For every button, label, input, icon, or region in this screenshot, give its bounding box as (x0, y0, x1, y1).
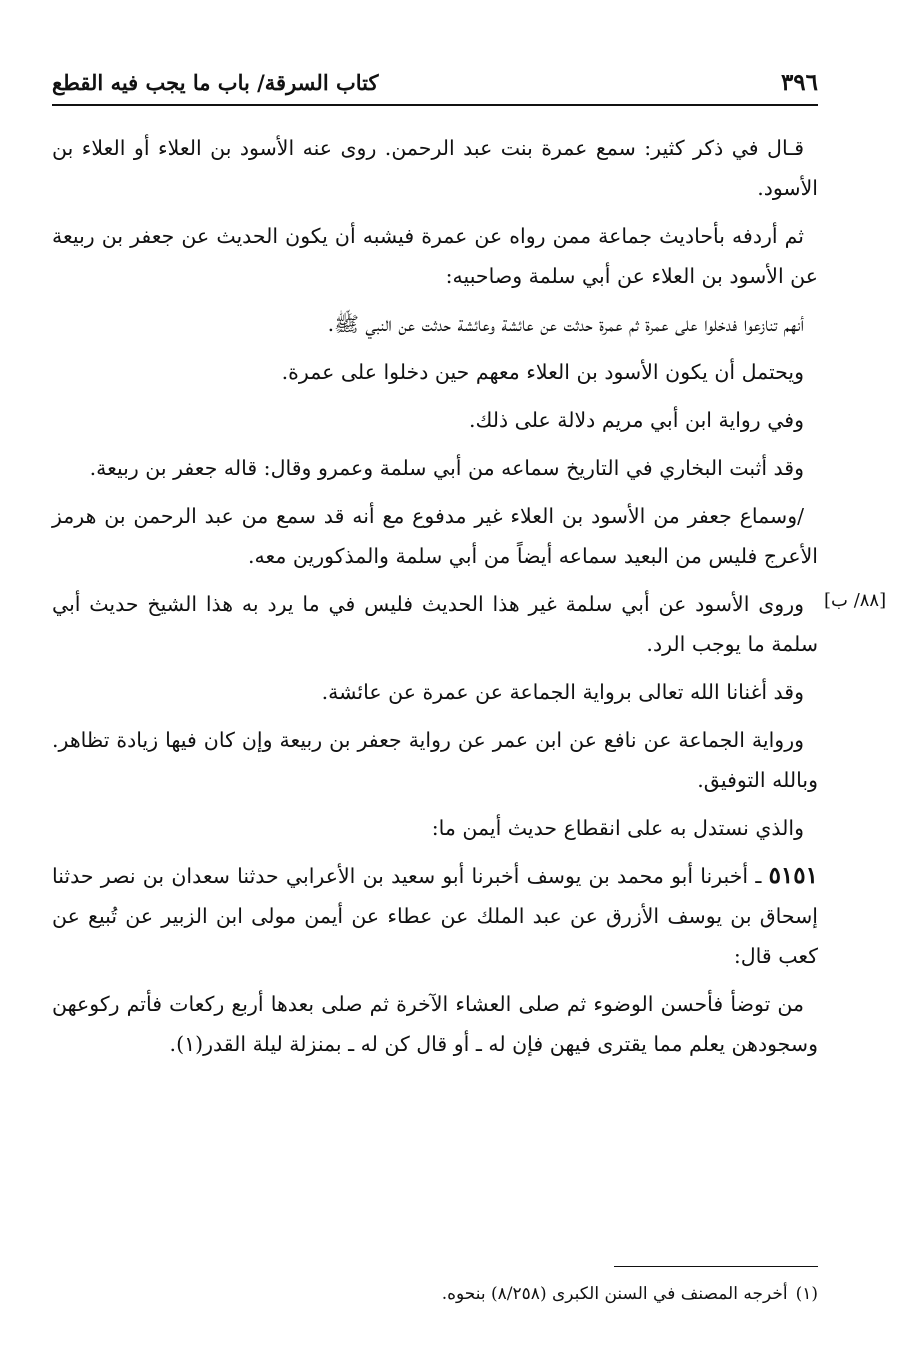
footnote (52, 1280, 818, 1308)
hadith-isnad-text: ـ أخبرنا أبو محمد بن يوسف أخبرنا أبو سعيد بن الأعرابي حدثنا سعدان بن نصر حدثنا إسحاق بن يوسف الأزرق عن عبد الملك عن عطاء عن أيمن مولى ابن الزبير عن تُبيع عن كعب قال: (52, 864, 818, 968)
running-title: كتاب السرقة/ باب ما يجب فيه القطع (52, 69, 379, 95)
paragraph: والذي نستدل به على انقطاع حديث أيمن ما: (431, 816, 804, 840)
paragraph: وقد أغنانا الله تعالى برواية الجماعة عن عمرة عن عائشة. (321, 680, 804, 704)
footnote-marker: (١) (795, 1284, 818, 1304)
hadith-matn: من توضأ فأحسن الوضوء ثم صلى العشاء الآخرة ثم صلى بعدها أربع ركعات فأتم ركوعهن وسجودهن يعلم مما يقترى فيهن فإن له ـ أو قال كن له ـ بمنزلة ليلة القدر(١). (52, 992, 818, 1056)
page-header (52, 62, 818, 102)
paragraph: ويحتمل أن يكون الأسود بن العلاء معهم حين دخلوا على عمرة. (281, 360, 804, 384)
body-text (52, 128, 818, 1072)
hadith-number: ٥١٥١ (768, 862, 818, 889)
header-rule (52, 104, 818, 106)
paragraph: قـال في ذكر كثير: سمع عمرة بنت عبد الرحمن. روى عنه الأسود بن العلاء أو العلاء بن الأسود. (52, 136, 818, 200)
page-number: ٣٩٦ (780, 68, 818, 96)
paragraph: ورواية الجماعة عن نافع عن ابن عمر عن رواية جعفر بن ربيعة وإن كان فيها زيادة تظاهر. وبالله التوفيق. (52, 728, 818, 792)
folio-marker: [٨٨/ ب] (824, 590, 887, 611)
paragraph: أنهم تنازعوا فدخلوا على عمرة ثم عمرة حدثت عن عائشة وعائشة حدثت عن النبي ﷺ. (327, 312, 804, 336)
hadith-isnad (52, 856, 818, 976)
paragraph: وفي رواية ابن أبي مريم دلالة على ذلك. (468, 408, 804, 432)
paragraph: وروى الأسود عن أبي سلمة غير هذا الحديث فليس في ما يرد به هذا الشيخ حديث أبي سلمة ما يوجب الرد. (52, 592, 818, 656)
footnote-text: أخرجه المصنف في السنن الكبرى (٨/٢٥٨) بنحوه. (441, 1284, 788, 1304)
footnote-rule (614, 1266, 818, 1267)
paragraph: /وسماع جعفر من الأسود بن العلاء غير مدفوع مع أنه قد سمع من عبد الرحمن بن هرمز الأعرج فليس من البعيد سماعه أيضاً من أبي سلمة والمذكورين معه. (52, 504, 818, 568)
paragraph: ثم أردفه بأحاديث جماعة ممن رواه عن عمرة فيشبه أن يكون الحديث عن جعفر بن ربيعة عن الأسود بن العلاء عن أبي سلمة وصاحبيه: (52, 224, 818, 288)
paragraph: وقد أثبت البخاري في التاريخ سماعه من أبي سلمة وعمرو وقال: قاله جعفر بن ربيعة. (89, 456, 804, 480)
